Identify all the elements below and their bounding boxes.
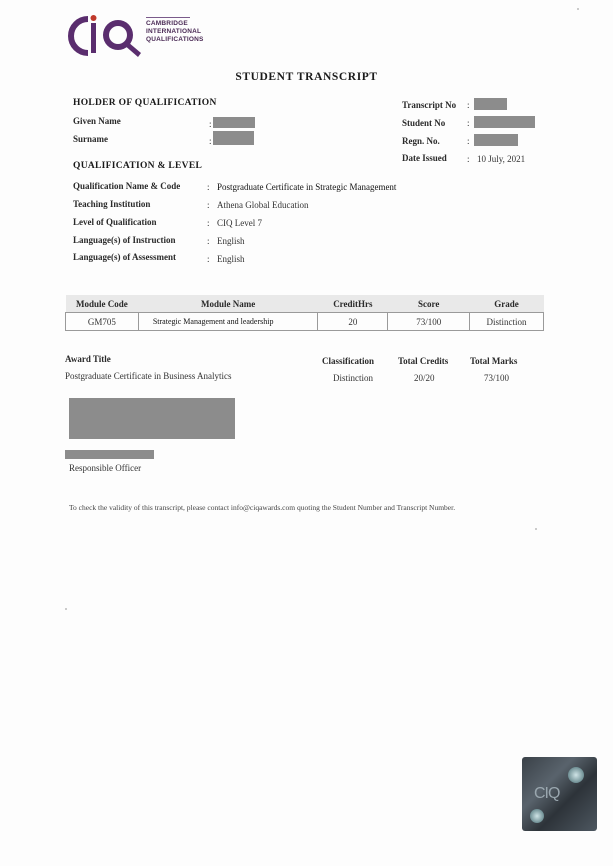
module-credits-cell: 20 bbox=[318, 313, 388, 331]
qualification-level-value: CIQ Level 7 bbox=[217, 218, 262, 228]
regn-no-redaction bbox=[474, 134, 518, 146]
teaching-institution-colon: : bbox=[207, 200, 210, 210]
given-name-label: Given Name bbox=[73, 116, 121, 126]
qualification-name-value: Postgraduate Certificate in Strategic Management bbox=[217, 182, 397, 192]
regn-no-label: Regn. No. bbox=[402, 136, 440, 146]
qualification-level-label: Level of Qualification bbox=[73, 217, 157, 227]
classification-value: Distinction bbox=[333, 373, 373, 383]
language-instruction-label: Language(s) of Instruction bbox=[73, 235, 176, 245]
award-title-value: Postgraduate Certificate in Business Analytics bbox=[65, 371, 232, 381]
logo-line-3: QUALIFICATIONS bbox=[146, 36, 204, 43]
teaching-institution-label: Teaching Institution bbox=[73, 199, 151, 209]
surname-label: Surname bbox=[73, 134, 109, 144]
scan-speck bbox=[535, 528, 537, 530]
student-no-redaction bbox=[474, 116, 535, 128]
transcript-no-redaction bbox=[474, 98, 507, 110]
module-name-cell: Strategic Management and leadership bbox=[138, 313, 318, 331]
date-issued-colon: : bbox=[467, 154, 470, 164]
module-table-header bbox=[66, 295, 544, 313]
transcript-no-colon: : bbox=[467, 100, 470, 110]
date-issued-value: 10 July, 2021 bbox=[477, 154, 526, 164]
logo-line-1: CAMBRIDGE bbox=[146, 20, 188, 27]
teaching-institution-value: Athena Global Education bbox=[217, 200, 309, 210]
language-assessment-colon: : bbox=[207, 254, 210, 264]
hologram-dot-top bbox=[568, 767, 584, 783]
page-title: STUDENT TRANSCRIPT bbox=[235, 71, 378, 83]
hologram-ciq-mark: CIQ bbox=[534, 785, 560, 802]
total-marks-label: Total Marks bbox=[470, 356, 518, 366]
language-instruction-value: English bbox=[217, 236, 245, 246]
scan-speck bbox=[65, 608, 67, 610]
header-module-code: Module Code bbox=[66, 295, 139, 313]
date-issued-label: Date Issued bbox=[402, 153, 447, 163]
logo-rule bbox=[146, 17, 190, 18]
qualification-name-label: Qualification Name & Code bbox=[73, 181, 181, 191]
total-credits-label: Total Credits bbox=[398, 356, 449, 366]
regn-no-colon: : bbox=[467, 136, 470, 146]
header-score: Score bbox=[388, 295, 470, 313]
responsible-officer-label: Responsible Officer bbox=[69, 463, 142, 473]
classification-label: Classification bbox=[322, 356, 375, 366]
scan-speck bbox=[577, 8, 579, 10]
hologram-dot-bottom bbox=[530, 809, 544, 823]
ciq-logo bbox=[68, 13, 142, 59]
header-credit-hrs: CreditHrs bbox=[318, 295, 388, 313]
award-title-label: Award Title bbox=[65, 354, 111, 364]
language-assessment-label: Language(s) of Assessment bbox=[73, 252, 177, 262]
logo-line-2: INTERNATIONAL bbox=[146, 28, 202, 35]
qualification-level-colon: : bbox=[207, 218, 210, 228]
surname-redaction bbox=[213, 131, 254, 145]
qualification-heading: QUALIFICATION & LEVEL bbox=[73, 161, 203, 171]
table-row bbox=[66, 313, 544, 331]
given-name-redaction bbox=[213, 117, 255, 128]
student-no-label: Student No bbox=[402, 118, 446, 128]
module-table bbox=[65, 295, 544, 331]
qualification-name-colon: : bbox=[207, 182, 210, 192]
validity-note: To check the validity of this transcript, please contact info@ciqawards.com quoting the Student Number and Transcript Number. bbox=[69, 503, 456, 512]
module-grade-cell: Distinction bbox=[470, 313, 544, 331]
header-module-name: Module Name bbox=[138, 295, 318, 313]
total-credits-value: 20/20 bbox=[414, 373, 435, 383]
signature-redaction bbox=[69, 398, 235, 439]
language-assessment-value: English bbox=[217, 254, 245, 264]
module-code-cell: GM705 bbox=[66, 313, 139, 331]
module-score-cell: 73/100 bbox=[388, 313, 470, 331]
student-no-colon: : bbox=[467, 118, 470, 128]
transcript-no-label: Transcript No bbox=[402, 100, 457, 110]
given-name-colon: : bbox=[209, 119, 212, 129]
logo-wordmark bbox=[146, 20, 204, 44]
security-hologram bbox=[522, 757, 597, 831]
officer-name-redaction bbox=[65, 450, 154, 459]
surname-colon: : bbox=[209, 136, 212, 146]
language-instruction-colon: : bbox=[207, 236, 210, 246]
holder-heading: HOLDER OF QUALIFICATION bbox=[73, 98, 217, 108]
header-grade: Grade bbox=[470, 295, 544, 313]
total-marks-value: 73/100 bbox=[484, 373, 510, 383]
